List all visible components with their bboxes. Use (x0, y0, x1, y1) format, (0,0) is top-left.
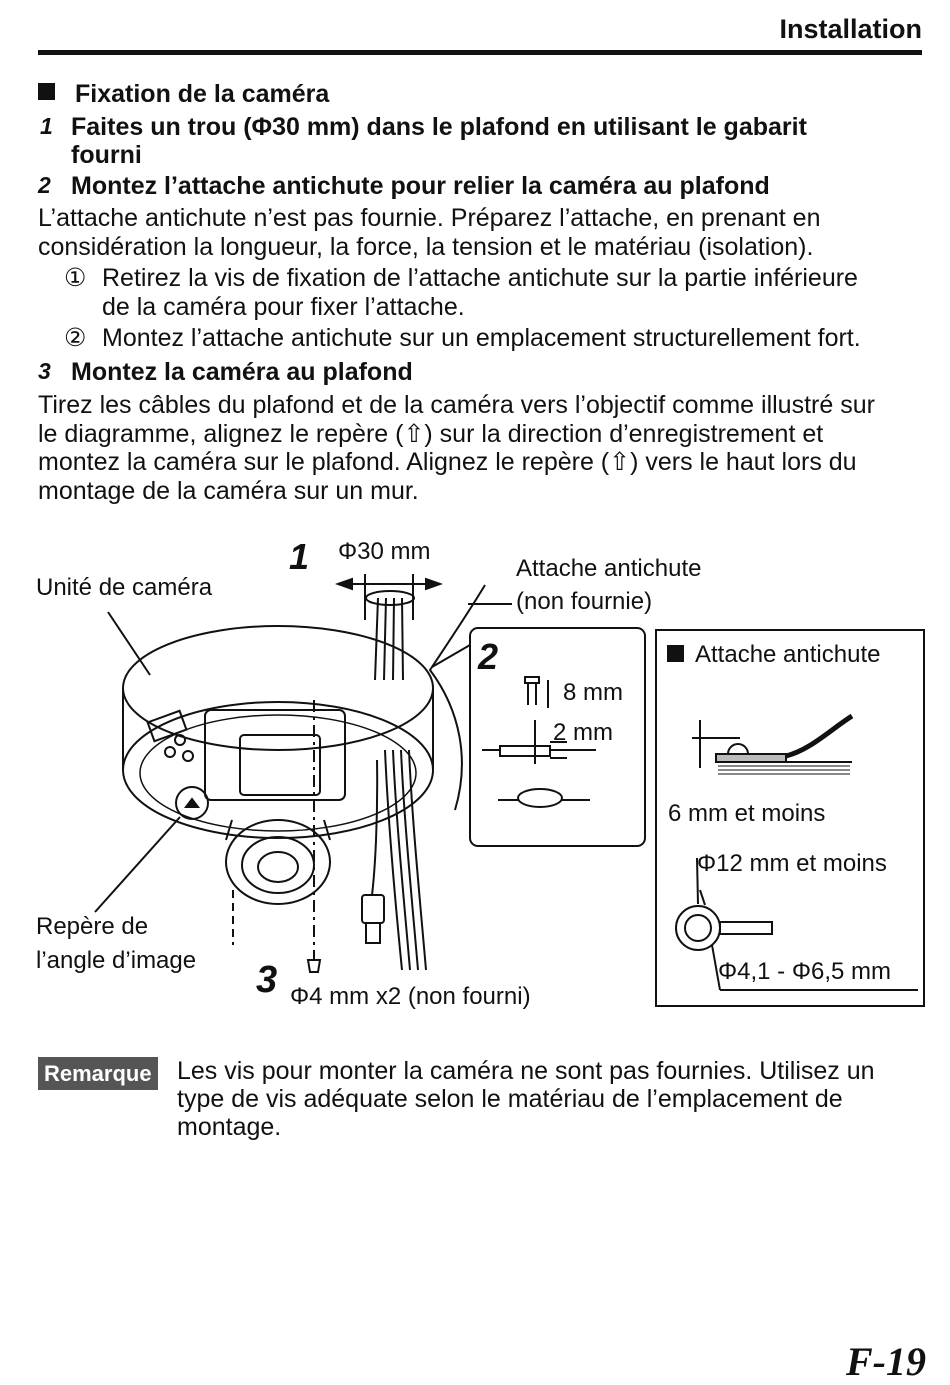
step-2-sub2-marker: ② (64, 324, 87, 352)
thickness-label: 6 mm et moins (668, 800, 826, 827)
step-2-title: Montez l’attache antichute pour relier la caméra au plafond (71, 172, 770, 200)
remark-line2: type de vis adéquate selon le matériau de l’emplacement de (177, 1085, 843, 1113)
step-3-body (38, 391, 875, 505)
step-2-body (38, 204, 820, 261)
page-header-title: Installation (779, 14, 922, 44)
square-bullet-icon (38, 83, 55, 100)
step-3-body-line1: Tirez les câbles du plafond et de la caméra vers l’objectif comme illustré sur (38, 391, 875, 419)
step-3-title: Montez la caméra au plafond (71, 358, 413, 386)
section-title (38, 80, 329, 109)
screw-spec-label: Φ4 mm x2 (non fourni) (290, 983, 531, 1010)
step-2-sub1-line2: de la caméra pour fixer l’attache. (102, 292, 465, 321)
page-number: F-19 (846, 1339, 926, 1384)
safety-wire-label (516, 555, 701, 616)
diagram-step-1-number: 1 (289, 536, 310, 577)
step-2-sub2: Montez l’attache antichute sur un emplacement structurellement fort. (102, 324, 861, 352)
hole-dimension-label: Φ30 mm (338, 538, 431, 565)
step-1-number: 1 (40, 113, 53, 139)
camera-housing-top (123, 626, 433, 750)
ceiling-hole (366, 591, 414, 605)
ring-diameter-label: Φ12 mm et moins (697, 850, 887, 877)
ring-terminal (676, 906, 720, 950)
remark-line1: Les vis pour monter la caméra ne sont pas fournies. Utilisez un (177, 1057, 875, 1085)
diagram-step-2-number: 2 (478, 636, 499, 677)
inset-pointer (432, 645, 470, 667)
header-rule (38, 50, 922, 55)
step-1-title-line1: Faites un trou (Φ30 mm) dans le plafond en utilisant le gabarit (71, 113, 807, 141)
remark-badge: Remarque (38, 1057, 158, 1090)
lens-bracket (205, 710, 345, 800)
bnc-connector (362, 895, 384, 923)
remark-line3: montage. (177, 1113, 282, 1141)
hole-dim-arrow-right (426, 579, 440, 589)
angle-mark-label-line1: Repère de (36, 913, 149, 940)
diagram-step-3-number: 3 (256, 959, 278, 1001)
step-2-sub1 (102, 264, 858, 321)
screw-length-label: 8 mm (563, 679, 623, 706)
step-2-body-line2: considération la longueur, la force, la tension et le matériau (isolation). (38, 232, 814, 261)
angle-mark-leader (95, 817, 180, 912)
step-2-sub1-line1: Retirez la vis de fixation de l’attache antichute sur la partie inférieure (102, 264, 858, 292)
panel-title: Attache antichute (695, 641, 881, 668)
camera-unit-leader (108, 612, 150, 675)
safety-wire-label-line2: (non fournie) (516, 588, 653, 615)
step-3-body-line4: montage de la caméra sur un mur. (38, 476, 419, 505)
step-1-title-line2: fourni (71, 141, 142, 169)
remark-text (177, 1057, 875, 1141)
section-title-text: Fixation de la caméra (75, 80, 330, 108)
hole-dim-arrow-left (338, 579, 352, 589)
step-2-number: 2 (38, 172, 51, 198)
step-2-body-line1: L’attache antichute n’est pas fournie. Préparez l’attache, en prenant en (38, 204, 821, 232)
step-2-sub1-marker: ① (64, 264, 87, 292)
step-3-number: 3 (38, 358, 51, 384)
safety-wire-label-line1: Attache antichute (516, 555, 702, 582)
step-3-body-line2: le diagramme, alignez le repère (⇧) sur la direction d’enregistrement et (38, 419, 824, 448)
gap-dimension-label: 2 mm (553, 719, 613, 746)
step-1-title (71, 113, 807, 169)
angle-mark-label-line2: l’angle d’image (36, 947, 197, 974)
safety-wire (430, 585, 485, 810)
wire-diameter-label: Φ4,1 - Φ6,5 mm (718, 958, 892, 985)
step-3-body-line3: montez la caméra sur le plafond. Alignez le repère (⇧) vers le haut lors du (38, 448, 857, 476)
camera-unit-label: Unité de caméra (36, 574, 213, 601)
angle-mark-label (36, 913, 196, 975)
